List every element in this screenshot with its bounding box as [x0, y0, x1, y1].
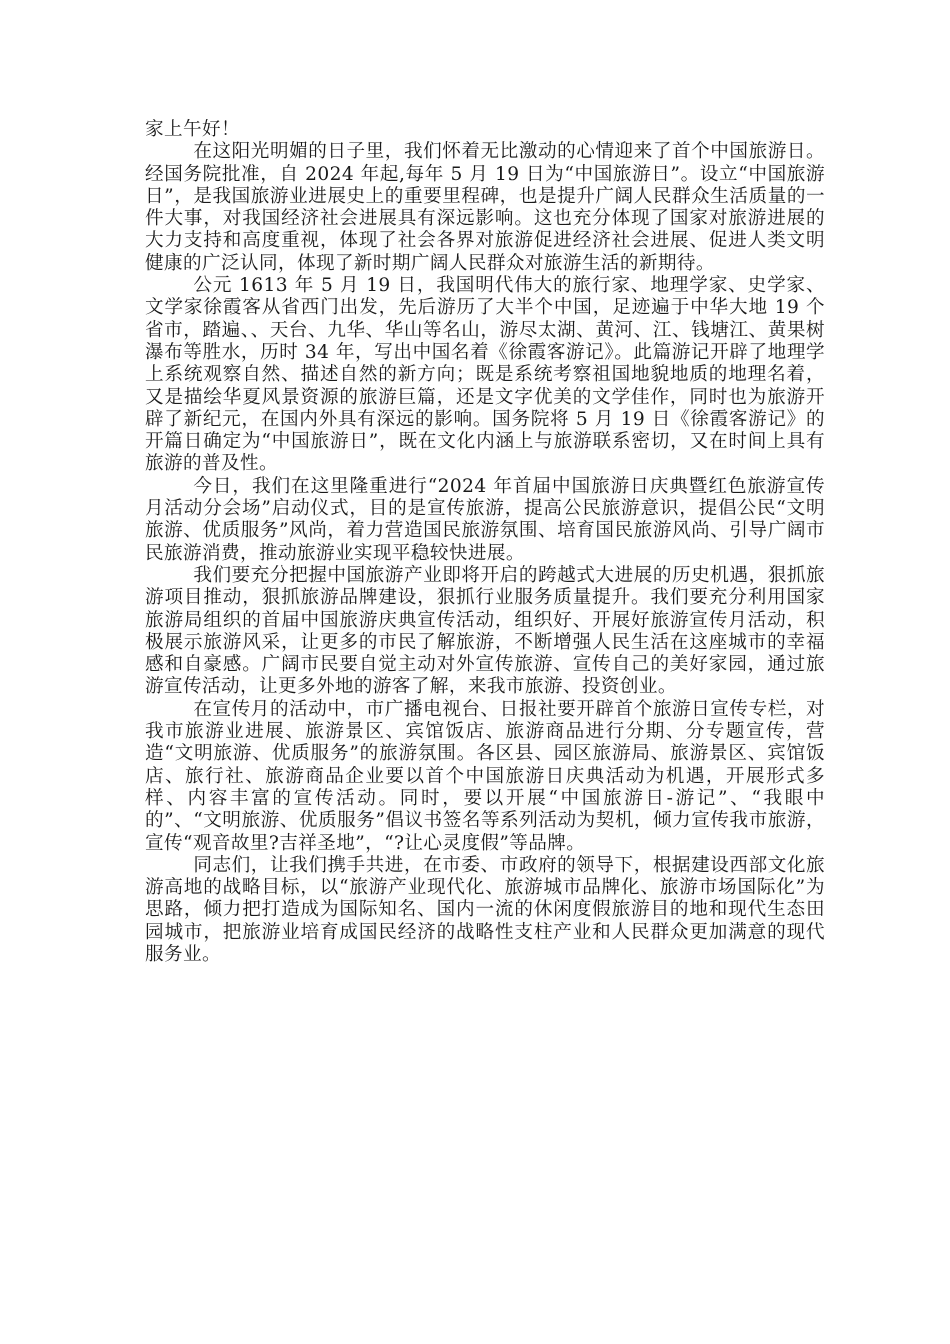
paragraph-xu-xiake-history: 公元 1613 年 5 月 19 日，我国明代伟大的旅行家、地理学家、史学家、文学家徐霞客从省西门出发，先后游历了大半个中国，足迹遍于中华大地 19 个省市，踏遍、、天台、九华、华山等名山，游尽太湖、黄河、江、钱塘江、黄果树瀑布等胜水，历时 34 年，写出中国名着《徐霞客游记》。此篇游记开辟了地理学上系统观察自然、描述自然的新方向；既是系统考察祖国地貌地质的地理名着，又是描绘华夏风景资源的旅游巨篇，还是文字优美的文学佳作，同时也为旅游开辟了新纪元，在国内外具有深远的影响。国务院将 5 月 19 日《徐霞客游记》的开篇日确定为“中国旅游日”，既在文化内涵上与旅游联系密切，又在时间上具有旅游的普及性。: [145, 275, 825, 475]
document-body: [145, 119, 825, 966]
paragraph-publicity-month: 在宣传月的活动中，市广播电视台、日报社要开辟首个旅游日宣传专栏，对我市旅游业进展、旅游景区、宾馆饭店、旅游商品进行分期、分专题宣传，营造“文明旅游、优质服务”的旅游氛围。各区县、园区旅游局、旅游景区、宾馆饭店、旅行社、旅游商品企业要以首个中国旅游日庆典活动为机遇，开展形式多样、内容丰富的宣传活动。同时，要以开展“中国旅游日-游记”、“我眼中的”、“文明旅游、优质服务”倡议书签名等系列活动为契机，倾力宣传我市旅游，宣传“观音故里?吉祥圣地”，“?让心灵度假”等品牌。: [145, 698, 825, 854]
paragraph-closing-call: 同志们，让我们携手共进，在市委、市政府的领导下，根据建设西部文化旅游高地的战略目标，以“旅游产业现代化、旅游城市品牌化、旅游市场国际化”为思路，倾力把打造成为国际知名、国内一流的休闲度假旅游目的地和现代生态田园城市，把旅游业培育成国民经济的战略性支柱产业和人民群众更加满意的现代服务业。: [145, 854, 825, 965]
paragraph-tourism-day-intro: 在这阳光明媚的日子里，我们怀着无比激动的心情迎来了首个中国旅游日。经国务院批准，自 2024 年起,每年 5 月 19 日为“中国旅游日”。设立“中国旅游日”，是我国旅游业进展史上的重要里程碑，也是提升广阔人民群众生活质量的一件大事，对我国经济社会进展具有深远影响。这也充分体现了国家对旅游进展的大力支持和高度重视，体现了社会各界对旅游促进经济社会进展、促进人类文明健康的广泛认同，体现了新时期广阔人民群众对旅游生活的新期待。: [145, 141, 825, 274]
greeting-line: 家上午好！: [145, 119, 240, 140]
paragraph-development-opportunity: 我们要充分把握中国旅游产业即将开启的跨越式大进展的历史机遇，狠抓旅游项目推动，狠抓旅游品牌建设，狠抓行业服务质量提升。我们要充分利用国家旅游局组织的首届中国旅游庆典宣传活动，组织好、开展好旅游宣传月活动，积极展示旅游风采，让更多的市民了解旅游，不断增强人民生活在这座城市的幸福感和自豪感。广阔市民要自觉主动对外宣传旅游、宣传自己的美好家园，通过旅游宣传活动，让更多外地的游客了解，来我市旅游、投资创业。: [145, 564, 825, 698]
paragraph-launch-ceremony: 今日，我们在这里隆重进行“2024 年首届中国旅游日庆典暨红色旅游宣传月活动分会场”启动仪式，目的是宣传旅游，提高公民旅游意识，提倡公民“文明旅游、优质服务”风尚，着力营造国民旅游氛围、培育国民旅游风尚、引导广阔市民旅游消费，推动旅游业实现平稳较快进展。: [145, 475, 825, 564]
